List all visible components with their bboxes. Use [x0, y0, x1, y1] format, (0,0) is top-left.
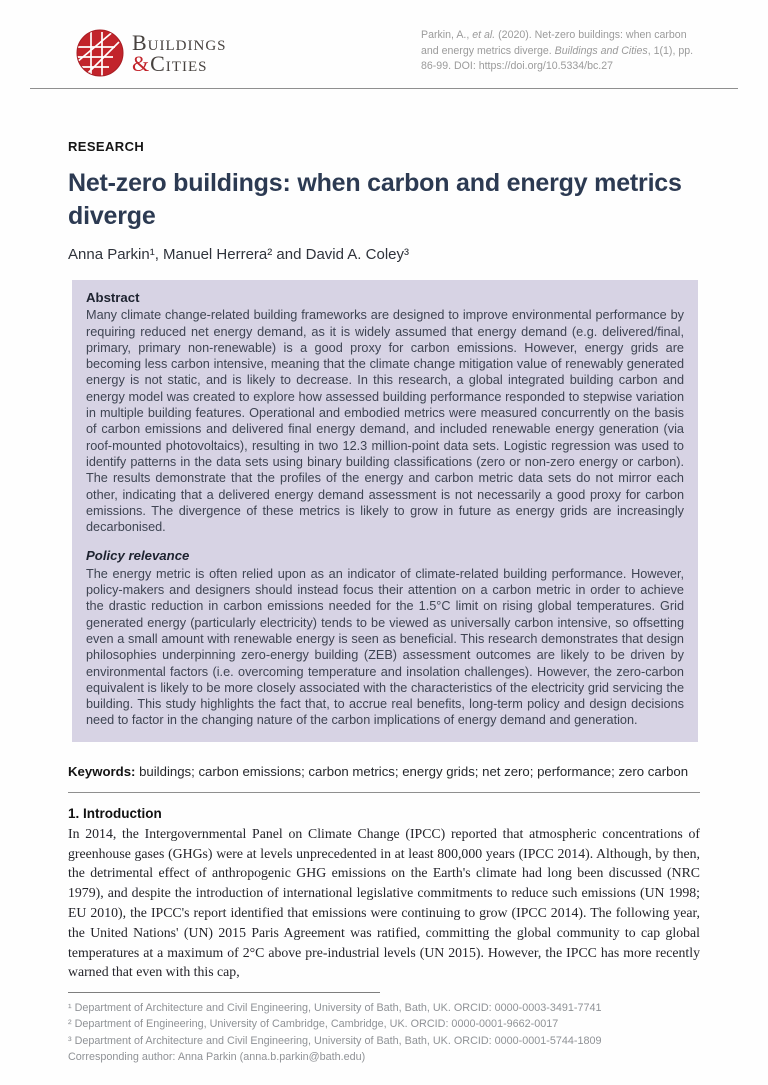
keywords-divider [68, 792, 700, 793]
journal-wordmark [132, 32, 227, 74]
wordmark-ampersand: & [132, 51, 151, 76]
globe-grid-icon [75, 28, 125, 78]
article-title: Net-zero buildings: when carbon and energy metrics diverge [68, 169, 682, 230]
footnotes-block [68, 992, 700, 1065]
footnote-affiliation-2: ² Department of Engineering, University of Cambridge, Cambridge, UK. ORCID: 0000-0001-9662-0017 [68, 1018, 559, 1031]
authors-line: Anna Parkin¹, Manuel Herrera² and David A. Coley³ [68, 246, 409, 263]
page-header [0, 0, 768, 78]
citation-journal-name: Buildings and Cities [554, 44, 648, 57]
keywords-label: Keywords: [68, 763, 136, 779]
doi-link[interactable]: https://doi.org/10.5334/bc.27 [478, 60, 613, 72]
policy-relevance-text: The energy metric is often relied upon as an indicator of climate-related building performance. However, policy-makers and designers should instead focus their attention on a carbon metric in order to achieve the drastic reduction in carbon emissions needed for the 1.5°C limit on rising global temperatures. Grid generated energy (particularly electricity) tends to be viewed as universally carbon intensive, so offsetting even a small amount with renewable energy is seen as beneficial. This research demonstrates that design philosophies underpinning zero-energy building (ZEB) assessment outcomes are likely to be driven by environmental factors (i.e. overcoming temperature and insolation challenges). However, the zero-carbon equivalent is likely to be more closely associated with the characteristics of the electricity grid servicing the building. This study highlights the fact that, to accrue real benefits, long-term policy and design decisions need to factor in the changing nature of the carbon implications of energy demand and generation. [86, 566, 684, 728]
wordmark-buildings: Buildings [132, 30, 227, 55]
abstract-text: Many climate change-related building frameworks are designed to improve environmental performance by requiring reduced net energy demand, as it is widely assumed that energy demand (e.g. delivered/final, primary, primary non-renewable) is a good proxy for carbon emissions. However, energy grids are becoming less carbon intensive, meaning that the climate change mitigation value of renewably generated energy is not static, and is likely to decrease. In this research, a global integrated building carbon and energy model was created to explore how assessed building performance responded to stepwise variation in multiple building features. Operational and embodied metrics were measured concurrently on the basis of carbon emissions and delivered final energy demand, and included renewable energy generation (via roof-mounted photovoltaics), resulting in two 12.3 million-point data sets. Logistic regression was used to identify patterns in the data sets using binary building classifications (zero or non-zero energy or carbon). The results demonstrate that the profiles of the energy and carbon metric data sets do not mirror each other, indicating that a delivered energy demand assessment is not necessarily a good proxy for carbon emissions. The divergence of these metrics is likely to grow in future as energy grids are increasingly decarbonised. [86, 308, 684, 535]
footnote-divider [68, 992, 380, 993]
abstract-heading: Abstract [86, 290, 140, 305]
research-kicker: RESEARCH [68, 139, 145, 154]
wordmark-cities: Cities [150, 51, 208, 76]
citation-etal: et al. [472, 29, 496, 41]
citation-authors: Parkin, A., [421, 29, 473, 41]
footnote-affiliation-1: ¹ Department of Architecture and Civil Engineering, University of Bath, Bath, UK. ORCID: 0000-0003-3491-7741 [68, 1002, 602, 1015]
keywords-text: buildings; carbon emissions; carbon metrics; energy grids; net zero; performance; zero carbon [135, 763, 689, 779]
policy-relevance-heading: Policy relevance [86, 548, 190, 564]
citation-block [421, 28, 695, 75]
keywords-line [68, 764, 700, 779]
citation-pages: , 1(1), pp. 86-99. DOI: [421, 44, 694, 72]
journal-logo [75, 28, 227, 78]
citation-title: (2020). Net-zero buildings: when carbon and energy metrics diverge. [421, 29, 687, 57]
footnote-affiliation-3: ³ Department of Architecture and Civil Engineering, University of Bath, Bath, UK. ORCID: 0000-0001-5744-1809 [68, 1034, 602, 1047]
article-body [0, 139, 768, 1065]
corresponding-author-line: Corresponding author: Anna Parkin (anna.b.parkin@bath.edu) [68, 1050, 366, 1063]
introduction-heading: 1. Introduction [68, 805, 162, 821]
introduction-text: In 2014, the Intergovernmental Panel on Climate Change (IPCC) reported that atmospheric concentrations of greenhouse gases (GHGs) were at levels unprecedented in at least 800,000 years (IPCC 2014). Although, by then, the detrimental effect of anthropogenic GHG emissions on the Earth's climate had long been discussed (NRC 1979), and despite the introduction of international legislative commitments to reduce such emissions (UN 1998; EU 2010), the IPCC's report identified that emissions were continuing to grow (IPCC 2014). The following year, the United Nations' (UN) 2015 Paris Agreement was ratified, committing the global community to cap global temperatures at a maximum of 2°C above pre-industrial levels (UN 2015). However, the IPCC has more recently warned that even with this cap, [68, 825, 700, 980]
abstract-box [72, 280, 698, 742]
header-divider [30, 88, 738, 89]
